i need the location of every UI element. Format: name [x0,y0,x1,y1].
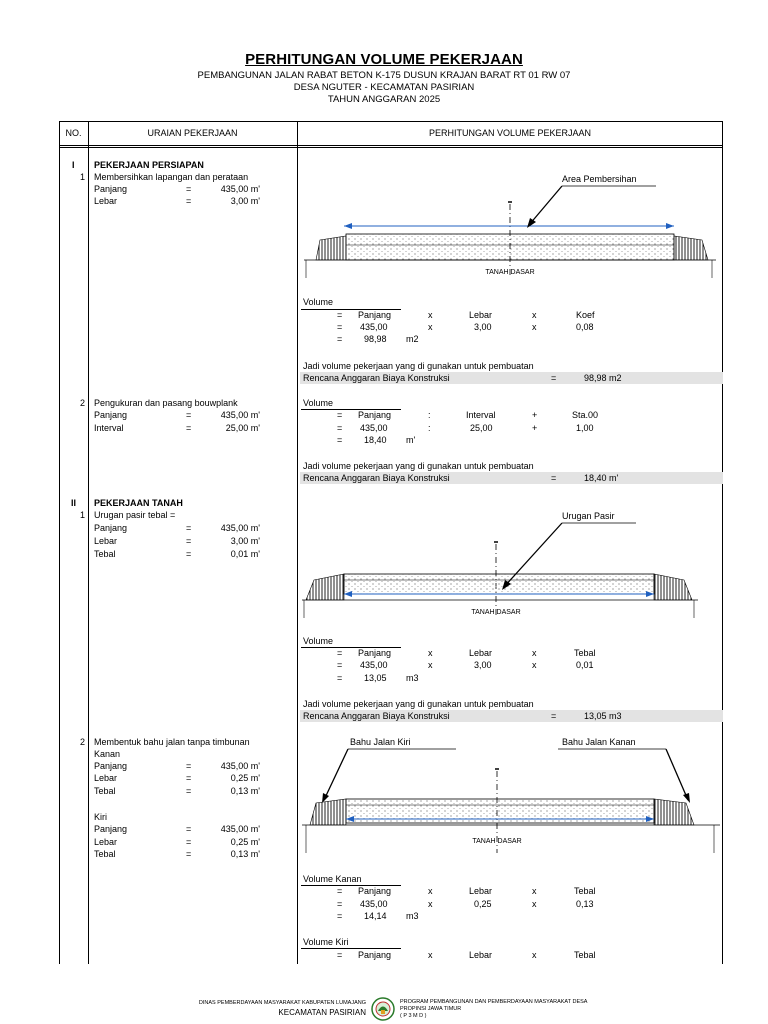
op-x: x [428,899,433,909]
result-unit: m3 [406,673,419,683]
result-unit: m2 [406,334,419,344]
footer-p3md: ( P 3 M D ) [400,1013,427,1019]
result-unit: m' [406,435,416,445]
eq-sign: = [337,899,343,909]
label-tebal: Tebal [94,549,116,559]
eq-sign: = [337,950,343,960]
result-value: 14,14 [364,911,387,921]
op-x: x [428,648,433,658]
footer-propinsi: PROPINSI JAWA TIMUR [400,1006,462,1012]
volume-label: Volume [303,398,334,408]
hdr-tebal: Tebal [574,648,596,658]
hdr-lebar: Lebar [469,648,493,658]
val-tebal: 0,01 [576,660,594,670]
eq-sign: = [337,410,343,420]
col-perhitungan-header: PERHITUNGAN VOLUME PEKERJAAN [428,128,592,138]
footer-program: PROGRAM PEMBANGUNAN DAN PEMBERDAYAAN MASYARAKAT DESA [400,999,588,1005]
eq-sign: = [186,837,192,847]
op-x: x [428,660,433,670]
op-x: x [532,660,537,670]
hdr-sta: Sta.00 [572,410,599,420]
kiri-panjang: 435,00 m' [220,824,260,834]
cross-section-diagram-3 [300,735,722,857]
col-divider-1 [88,121,89,964]
section-1-title: PEKERJAAN PERSIAPAN [94,160,204,170]
op-x: x [532,648,537,658]
eq-sign: = [186,849,192,859]
kiri-tebal: 0,13 m' [230,849,260,859]
hdr-koef: Koef [576,310,595,320]
eq-sign: = [337,322,343,332]
op-x: x [428,310,433,320]
op-x: x [532,310,537,320]
hdr-lebar: Lebar [469,310,493,320]
item-2-2-title: Membentuk bahu jalan tanpa timbunan [94,737,250,747]
label-lebar: Lebar [94,196,118,206]
section-2-number: II [71,498,77,508]
item-1-2-number: 2 [80,398,86,408]
table-header-divider [59,145,723,146]
item-2-1-number: 1 [80,510,86,520]
hdr-panjang: Panjang [358,410,392,420]
eq-sign: = [337,310,343,320]
label-panjang: Panjang [94,824,128,834]
op-colon: : [428,423,431,433]
cross-section-diagram-1 [300,168,720,283]
hdr-lebar: Lebar [469,886,493,896]
label-interval: Interval [94,423,124,433]
hdr-panjang: Panjang [358,648,392,658]
op-plus: + [532,410,538,420]
label-tebal: Tebal [94,786,116,796]
kanan-lebar: 0,25 m' [230,773,260,783]
op-x: x [532,322,537,332]
urugan-pasir-label: Urugan Pasir [562,511,615,521]
item-2-2-number: 2 [80,737,86,747]
rab-final-2-1: 13,05 m3 [584,711,622,721]
val-lebar: 3,00 [474,322,492,332]
bahu-jalan-kanan-label: Bahu Jalan Kanan [562,737,636,747]
hdr-panjang: Panjang [358,886,392,896]
val-sta: 1,00 [576,423,594,433]
result-value: 13,05 [364,673,387,683]
result-value: 98,98 [364,334,387,344]
bahu-jalan-kiri-label: Bahu Jalan Kiri [350,737,411,747]
rab-final-1-2: 18,40 m' [584,473,619,483]
val-tebal: 0,13 [576,899,594,909]
eq-sign: = [186,423,192,433]
label-lebar: Lebar [94,773,118,783]
val-interval: 25,00 [470,423,493,433]
footer-dinas: DINAS PEMBERDAYAAN MASYARAKAT KABUPATEN LUMAJANG [198,1000,366,1006]
volume-kanan-label: Volume Kanan [303,874,362,884]
val-lebar: 0,25 [474,899,492,909]
eq-sign: = [337,423,343,433]
item-1-1-panjang: 435,00 m' [220,184,260,194]
val-panjang: 435,00 [360,322,388,332]
eq-sign: = [186,196,192,206]
rab-label: Rencana Anggaran Biaya Konstruksi [303,473,450,483]
val-koef: 0,08 [576,322,594,332]
eq-sign: = [186,523,192,533]
op-x: x [428,950,433,960]
val-panjang: 435,00 [360,899,388,909]
label-panjang: Panjang [94,523,128,533]
jadi-text: Jadi volume pekerjaan yang di gunakan untuk pembuatan [303,461,534,471]
eq-sign: = [186,761,192,771]
op-x: x [532,899,537,909]
col-uraian-header: URAIAN PEKERJAAN [147,128,238,138]
eq-sign: = [186,824,192,834]
label-lebar: Lebar [94,536,118,546]
hdr-interval: Interval [466,410,496,420]
item-1-1-title: Membersihkan lapangan dan perataan [94,172,249,182]
section-2-title: PEKERJAAN TANAH [94,498,183,508]
rab-label: Rencana Anggaran Biaya Konstruksi [303,373,450,383]
eq-sign: = [337,334,343,344]
hdr-panjang: Panjang [358,310,392,320]
result-unit: m3 [406,911,419,921]
label-panjang: Panjang [94,761,128,771]
item-1-2-title: Pengukuran dan pasang bouwplank [94,398,238,408]
area-pembersihan-label: Area Pembersihan [562,174,637,184]
val-panjang: 435,00 [360,660,388,670]
label-lebar: Lebar [94,837,118,847]
item-2-1-tebal: 0,01 m' [230,549,260,559]
volume-kiri-label: Volume Kiri [303,937,349,947]
op-x: x [532,886,537,896]
kanan-panjang: 435,00 m' [220,761,260,771]
kiri-label: Kiri [94,812,107,822]
eq-sign: = [551,711,557,721]
project-name: PEMBANGUNAN JALAN RABAT BETON K-175 DUSUN KRAJAN BARAT RT 01 RW 07 [197,70,571,81]
tanah-dasar-label: TANAH DASAR [471,609,521,616]
eq-sign: = [337,911,343,921]
page-title: PERHITUNGAN VOLUME PEKERJAAN [245,51,523,68]
cross-section-diagram-2 [300,508,720,623]
eq-sign: = [186,786,192,796]
item-1-1-lebar: 3,00 m' [230,196,260,206]
eq-sign: = [551,473,557,483]
hdr-tebal: Tebal [574,950,596,960]
hdr-lebar: Lebar [469,950,493,960]
op-colon: : [428,410,431,420]
eq-sign: = [337,648,343,658]
eq-sign: = [337,673,343,683]
item-2-1-lebar: 3,00 m' [230,536,260,546]
kanan-tebal: 0,13 m' [230,786,260,796]
table-header-divider-2 [59,147,723,148]
jadi-text: Jadi volume pekerjaan yang di gunakan untuk pembuatan [303,361,534,371]
label-tebal: Tebal [94,849,116,859]
item-2-1-panjang: 435,00 m' [220,523,260,533]
hdr-tebal: Tebal [574,886,596,896]
footer-kecamatan: KECAMATAN PASIRIAN [278,1008,366,1017]
p3md-logo-icon [371,997,395,1021]
fiscal-year: TAHUN ANGGARAN 2025 [327,94,441,105]
rab-final-1-1: 98,98 m2 [584,373,622,383]
val-panjang: 435,00 [360,423,388,433]
item-1-2-panjang: 435,00 m' [220,410,260,420]
volume-underline [301,948,401,949]
eq-sign: = [186,184,192,194]
jadi-text: Jadi volume pekerjaan yang di gunakan untuk pembuatan [303,699,534,709]
result-value: 18,40 [364,435,387,445]
project-location: DESA NGUTER - KECAMATAN PASIRIAN [293,82,475,93]
item-1-2-interval: 25,00 m' [225,423,260,433]
eq-sign: = [337,886,343,896]
tanah-dasar-label: TANAH DASAR [485,269,535,276]
op-plus: + [532,423,538,433]
hdr-panjang: Panjang [358,950,392,960]
val-lebar: 3,00 [474,660,492,670]
label-panjang: Panjang [94,184,128,194]
eq-sign: = [186,549,192,559]
eq-sign: = [551,373,557,383]
tanah-dasar-label: TANAH DASAR [472,838,522,845]
label-panjang: Panjang [94,410,128,420]
volume-label: Volume [303,297,334,307]
rab-label: Rencana Anggaran Biaya Konstruksi [303,711,450,721]
kanan-label: Kanan [94,749,121,759]
op-x: x [532,950,537,960]
kiri-lebar: 0,25 m' [230,837,260,847]
eq-sign: = [337,660,343,670]
eq-sign: = [186,410,192,420]
eq-sign: = [186,536,192,546]
op-x: x [428,322,433,332]
section-1-number: I [72,160,75,170]
eq-sign: = [186,773,192,783]
op-x: x [428,886,433,896]
eq-sign: = [337,435,343,445]
volume-label: Volume [303,636,334,646]
col-divider-2 [297,121,298,964]
item-1-1-number: 1 [80,172,86,182]
item-2-1-title: Urugan pasir tebal = [94,510,176,520]
col-no-header: NO. [65,128,82,138]
